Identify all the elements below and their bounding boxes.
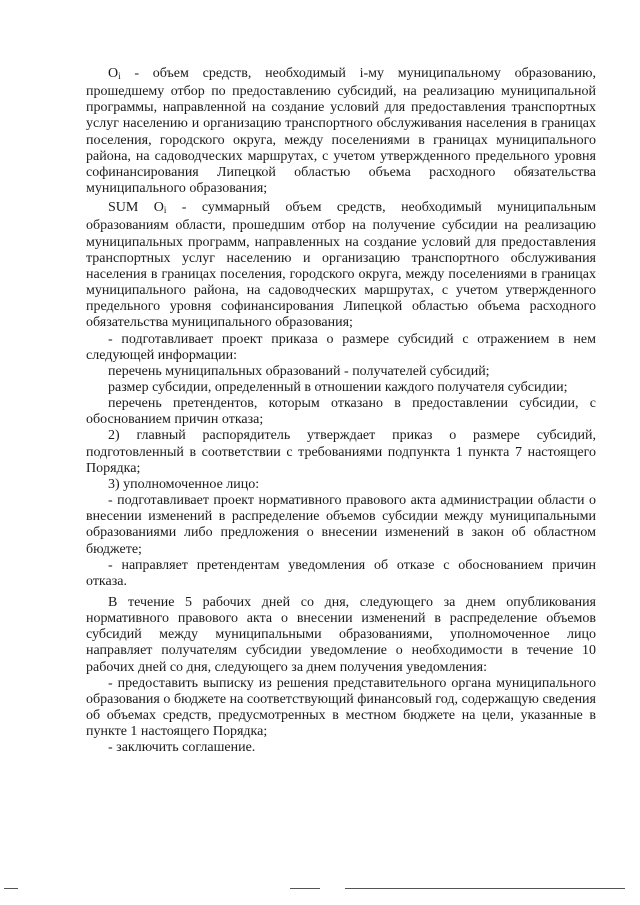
paragraph-subsidy-size: размер субсидии, определенный в отношении каждого получателя субсидии;: [108, 379, 568, 395]
paragraph-prepare-order: - подготавливает проект приказа о размере субсидий с отражением в нем следующей информации:: [86, 331, 596, 363]
paragraph-draft-act: - подготавливает проект нормативного правового акта администрации области о внесении изменений в распределение объемов субсидии между муниципальными образованиями либо предложения о внесении изменений в закон об областном бюджете;: [86, 493, 596, 557]
formula-oi: $O_i$: [108, 66, 121, 81]
paragraph-provide-extract: - предоставить выписку из решения представительного органа муниципального образования о бюджете на соответствующий финансовый год, содержащую сведения об объемах средств, предусмотренных в местном бюджете на цели, указанные в пункте 1 настоящего Порядка;: [86, 675, 596, 740]
paragraph-item-3: 3) уполномоченное лицо:: [108, 476, 260, 492]
paragraph-item-2: 2) главный распорядитель утверждает приказ о размере субсидий, подготовленный в соответствии с требованиями подпункта 1 пункта 7 настоящего Порядка;: [86, 428, 596, 476]
paragraph-list-recipients: перечень муниципальных образований - получателей субсидий;: [108, 363, 490, 379]
document-body: [86, 66, 596, 757]
paragraph-conclude-agreement: - заключить соглашение.: [108, 740, 256, 756]
paragraph-refused-list: перечень претендентов, которым отказано в предоставлении субсидии, с обоснованием причин отказа;: [86, 396, 596, 428]
paragraph-send-refusal: - направляет претендентам уведомления об отказе с обоснованием причин отказа.: [86, 557, 596, 589]
paragraph-oi-definition: $O_i$ - объем средств, необходимый i-му муниципальному образованию, прошедшему отбор по предоставлению субсидий, на реализацию муниципальной программы, направленной на создание условий для предоставления транспортных услуг населению и организацию транспортного обслуживания населения в границах поселения, городского округа, между поселениями в границах муниципального района, на садоводческих маршрутах, с учетом утвержденного предельного уровня софинансирования Липецкой областью объема расходного обязательства муниципального образования;: [86, 66, 596, 197]
scan-edge-mark-center: [290, 888, 320, 889]
paragraph-five-days: В течение 5 рабочих дней со дня, следующего за днем опубликования нормативного правового акта о внесении изменений в распределение объемов субсидий между муниципальными образованиями, уполномоченное лицо направляет получателям субсидии уведомление о необходимости в течение 10 рабочих дней со дня, следующего за днем получения уведомления:: [86, 595, 596, 675]
paragraph-sum-oi-definition: SUM $O_i$ - суммарный объем средств, необходимый муниципальным образованиям области, прошедшим отбор на получение субсидии на реализацию муниципальных программ, направленных на создание условий для предоставления транспортных услуг населению и организацию транспортного обслуживания населения в границах поселения, городского округа, между поселениями в границах муниципального района, на садоводческих маршрутах, с учетом утвержденного предельного уровня софинансирования Липецкой областью объема расходного обязательства муниципального образования;: [86, 200, 596, 331]
formula-sum-oi: SUM $O_i$: [108, 200, 167, 216]
scan-edge-mark-left: [4, 888, 18, 889]
scan-edge-mark-right: [345, 888, 625, 889]
